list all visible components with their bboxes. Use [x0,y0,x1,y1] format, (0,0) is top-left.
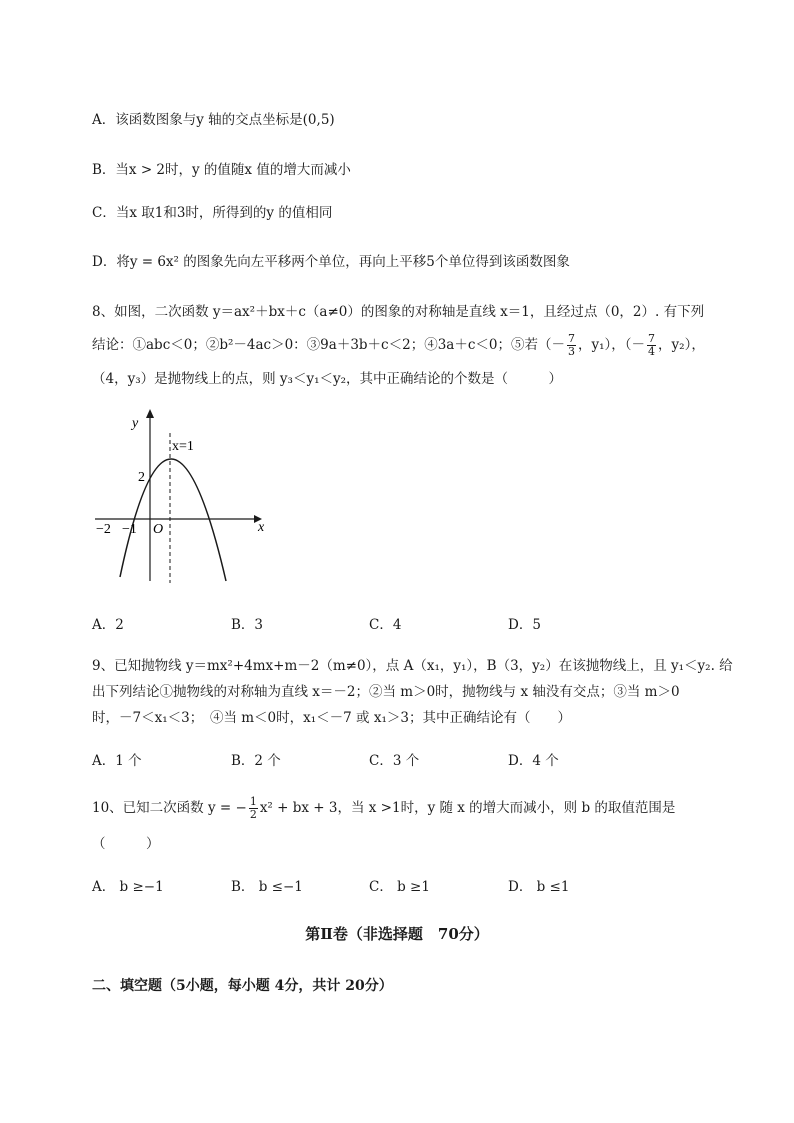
q9-option-c: C．3 个 [369,753,420,769]
label-neg2: −2 [96,522,111,537]
q10-option-b: B． b ≤−1 [231,879,303,895]
symmetry-label: x=1 [172,439,194,454]
q9-stem-line3: 时，－7＜x₁＜3； ④当 m＜0时，x₁＜－7 或 x₁＞3；其中正确结论有（ ） [92,710,571,726]
q8-stem-line2 [92,333,705,358]
q8-option-a: A．2 [92,617,124,633]
q8-line2-part-c: ，y₂）， [658,337,705,353]
q7-option-a: A．该函数图象与y 轴的交点坐标是(0,5) [92,112,335,128]
q9-stem-line1: 9、已知抛物线 y＝mx²+4mx+m－2（m≠0），点 A（x₁，y₁），B（3，y₂）在该抛物线上，且 y₁＜y₂. 给 [92,658,733,674]
q7-option-d: D．将y = 6x² 的图象先向左平移两个单位，再向上平移5个单位得到该函数图象 [92,254,570,270]
y-axis-arrow [146,409,154,418]
q8-option-c: C．4 [369,617,402,633]
q8-stem-line1: 8、如图，二次函数 y＝ax²＋bx＋c（a≠0）的图象的对称轴是直线 x＝1，且经过点（0，2）. 有下列 [92,304,705,320]
q10-frac-den: 2 [249,808,257,821]
q8-stem-line3: （4，y₃）是抛物线上的点，则 y₃＜y₁＜y₂，其中正确结论的个数是（ ） [92,371,563,387]
q8-frac2-den: 4 [648,345,656,358]
q8-parabola-graph [90,405,280,590]
q10-option-c: C． b ≥1 [369,879,430,895]
q10-frac-num: 1 [249,795,257,808]
q8-frac1-num: 7 [568,332,575,345]
q8-option-b: B．3 [231,617,264,633]
q8-frac2-num: 7 [648,332,656,345]
label-neg1: −1 [122,522,137,537]
q7-option-c: C．当x 取1和3时，所得到的y 的值相同 [92,205,333,221]
q9-option-d: D．4 个 [508,753,559,769]
q8-frac1-den: 3 [568,345,575,358]
q9-option-a: A．1 个 [92,753,142,769]
y-axis-label: y [132,416,139,431]
q8-option-d: D．5 [508,617,541,633]
q10-fraction [249,796,258,821]
q10-stem-line1 [92,796,675,821]
q8-fraction-1 [567,333,576,358]
q10-option-d: D． b ≤1 [508,879,570,895]
q8-line2-part-b: ，y₁），（－ [578,337,646,353]
q9-stem-line2: 出下列结论①抛物线的对称轴为直线 x＝－2；②当 m＞0时，抛物线与 x 轴没有交点；③当 m＞0 [92,684,680,700]
q10-line1-part-b: x² + bx + 3，当 x >1时，y 随 x 的增大而减小，则 b 的取值范围是 [259,800,676,816]
section2-title: 二、填空题（5小题，每小题 4分，共计 20分） [92,978,393,994]
q10-option-a: A． b ≥−1 [92,879,164,895]
q10-stem-line2: （ ） [92,836,160,852]
q8-fraction-2 [647,333,656,358]
part2-title: 第Ⅱ卷（非选择题 70分） [305,925,489,943]
parabola-curve [120,459,226,581]
label-2: 2 [138,470,145,485]
q10-line1-part-a: 10、已知二次函数 y = − [92,800,247,816]
q9-option-b: B．2 个 [231,753,281,769]
x-axis-label: x [258,520,265,535]
label-origin: O [153,522,164,537]
q8-line2-part-a: 结论：①abc＜0；②b²－4ac＞0：③9a＋3b＋c＜2；④3a＋c＜0；⑤若（－ [92,337,565,353]
q7-option-b: B．当x > 2时，y 的值随x 值的增大而减小 [92,162,351,178]
